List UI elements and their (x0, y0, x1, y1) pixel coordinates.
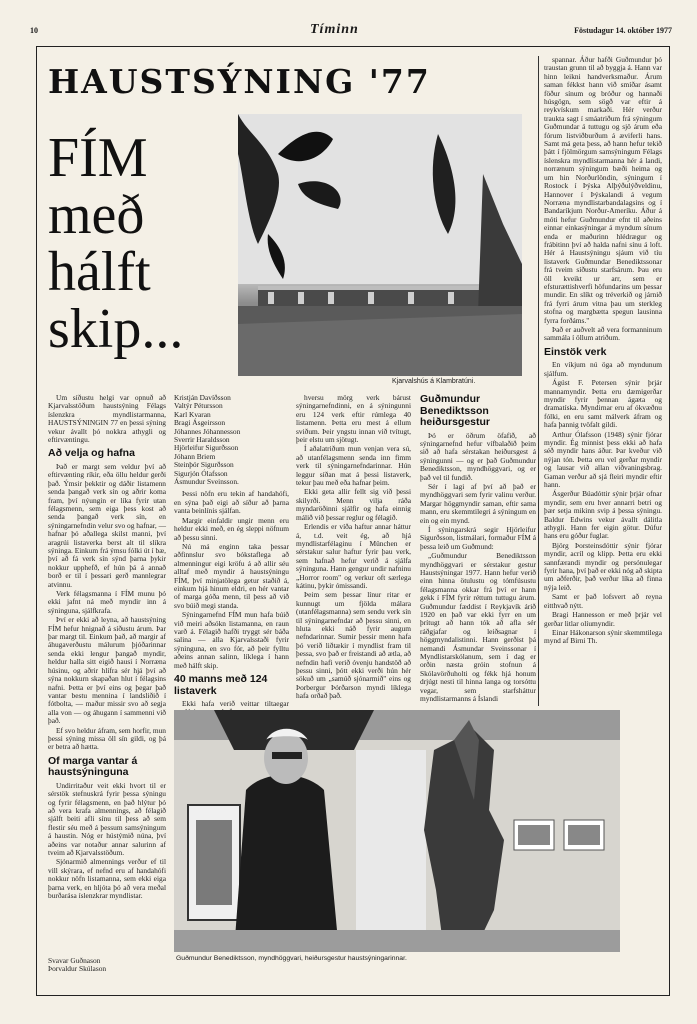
artist-name: Valtýr Pétursson (174, 401, 223, 411)
paragraph: Einar Hákonarson sýnir skemmtilega mynd af Birni Th. (544, 627, 662, 646)
names-list (174, 394, 289, 486)
paragraph: Í aðalatriðum mun venjan vera sú, að utanfélagsmenn senda inn fimm verk til sýningarnefndarinnar. Hún leggur síðan mat á þessi listaverk, tekur þau með eða hafnar þeim. (296, 444, 411, 488)
paragraph: Það er auðvelt að vera formanninum sammála í öllum atriðum. (544, 325, 662, 343)
paragraph: Þeim sem þessar línur ritar er kunnugt um fjölda málara (utanfélagsmanna) sem sendu verk sín til sýningarnefndar að þessu sinni, en hluta ekki náð fyrir augum nefndarinnar. Sumir þessir menn hafa þó verið liðtækir í myndlist fram til þessa, svo það er freistandi að ætla, að nefndin hafi verið óvenju handstöð að þessu sinni, þótt ekki verði hún hér sökuð um „samúð sjónarmið" eins og Þorbergur Þórðarson myndi líklega hafa orðað það. (296, 590, 411, 701)
sculptor-photo (174, 710, 620, 952)
paragraph: spannar. Áður hafði Guðmundur þó traustan grunn til að byggja á. Hann var hinn leikni handverksmaður. Árum saman fékkst hann við smíðar ásamt föður sínum og bróður og hannaði húsgögn, sem sögð var eftir á reykvískum markaði. Hér verður traukta sagt í smáatriðum frá sýningum Guðmundar á tuttugu og sjö árum eða fórum listviðburðum á æviferli hans. Samt má geta þess, að hann hefur tekið þátt í fjölmörgum samsýningum Félags íslenskra myndlistarmanna hér á landi, norrænum sýningum bæði heima og um hin Norðurlöndin, sýningum í Rostock í Þýska Alþýðulýðveldinu, Hannover í Þýskalandi á vegum Norræna myndlistarbandalagsins og í Bandaríkjum Norður-Ameríku. Áður á móti hefur Guðmundur efnt til aðeins einnar einkasýningar á myndum sínum enda er maðurinn hlédrægur og frábitinn því að halda nafni sínu á loft. Hér á Haustsýningu sjáum við tíu listaverk Guðmundar Benediktssonar frá tveim síðustu starfsárum. Þau eru öll kveikt ur arr, sem er efsturættishverfi höfundarins um þessar mundir. En slíkt og tréverkið og járnið frá fyrri árum vitna þau um sterkleg stofna og margbætta spegun lausinna fyrra forðáms." (544, 55, 662, 325)
photo-caption: Guðmundur Benediktsson, myndhöggvari, heiðursgestur haustsýningarinnar. (176, 955, 407, 962)
paragraph: Verk félagsmanna í FÍM munu þó ekki jafnt ná með myndir inn á sýninguna, sjálfkrafa. (48, 589, 166, 615)
paragraph: Ásgerður Búadóttir sýnir þrjár ofnar myndir, sem eru hver annarri betri og þær setja mikinn svip á þessa sýningu. Baldur Edwins vekur ávallt dálitla athygli. Hann fer eigin götur. Dúfur hans eru góður fuglar. (544, 489, 662, 541)
paragraph: Margir einfaldir ungir menn eru heldur ekki með, en ég sleppi nöfnum að þessu sinni. (174, 515, 289, 542)
section-heading: Að velja og hafna (48, 447, 135, 460)
paragraph: Ekki geta allir fellt sig við þessi skilyrði. Menn vilja ráða myndaröðinni sjálfir og hafa einnig málið við þessar reglur og félagið. (296, 487, 411, 522)
section-heading: Guðmundur Benediktsson heiðursgestur (420, 393, 491, 428)
section-heading: 40 manns með 124 listaverk (174, 673, 268, 697)
paragraph: Nú má enginn taka þessar aðfinnslur svo bókstaflega að almenningur eigi kröfu á að allir séu alltaf með myndir á haustsýningu FÍM, því minjatölega getur staðið á, einkum hjá hinum eldri, en hér vantar of marga góða menn, til þess að við svo búið megi standa. (174, 541, 289, 610)
paragraph: Undirritaður veit ekki hvort til er sérstök stefnuskrá fyrir þessa sýningu og fyrir félagsmenn, en það hlýtur þó að vera krafa almennings, að félagið sjálft beiti afli sínu til þess að sem flestir séu með á þessum samsýningum á haustin. Nóg er hústýmið núna, því aðeins var notaður annar salurinn af tveim að Kjarvalsstöðum. (48, 780, 166, 857)
column-3 (296, 394, 411, 702)
column-2 (174, 394, 289, 718)
paragraph: Arthur Ólafsson (1948) sýnir fjórar myndir. Ég minnist þess ekki að hafa séð myndir hans áður. Þar kveður við nýjan tón. Þetta eru vel gerðar myndir og lausar við allan viðvaningsbrag. Gaman verður að sjá fleiri myndir eftir hann. (544, 429, 662, 489)
artist-name: Steinþór Sigurðsson (174, 460, 234, 470)
paragraph: Ágúst F. Petersen sýnir þrjár mannamyndir. Þetta eru dæmigerðar myndir fyrir þennan ágæta og dramatíska. Myndirnar eru af ókvæðnu fólki, en eru samt málverk áfram og hafa þannig tvöfalt gildi. (544, 378, 662, 430)
issue-date: Föstudagur 14. október 1977 (574, 26, 672, 35)
artist-name: Ásmundur Sveinsson. (174, 477, 239, 487)
lead-paragraph: Um síðustu helgi var opnuð að Kjarvalsstöðum haustsýning Félags íslenzkra myndlistarmanna, HAUSTSÝNINGIN 77 en þessi sýning vekur ávallt þó nokkra athygli og eftirvæntingu. (48, 393, 166, 445)
paragraph: Samt er það lofsvert að reyna eitthvað nýtt. (544, 592, 662, 610)
page-number: 10 (30, 26, 38, 35)
paragraph: Sjónarmið almennings verður ef til vill skýrara, ef nefnd eru af handahófi nokkur nöfn listamanna, sem ekki eiga þarna verk, en hljóta þó að vera meðal burðarása íslenzkrar myndlistar. (48, 857, 166, 901)
subhead-line: skip... (48, 298, 184, 360)
paragraph: Sér í lagi af því að það er myndhöggvari sem fyrir valinu verður. Margar höggmyndir saman, eftir sama mann, eru skemmtilegri á sýningum en ein og ein mynd. (420, 481, 536, 525)
paragraph: Björg Þorsteinsdóttir sýnir fjórar myndir, acríl og klipp. Þetta eru ekki sannfærandi myndir og persónulegar fyrir hana, því það er ekki nóg að skipta um aðferðir, það verður líka að finna nýja leið. (544, 540, 663, 592)
paragraph: Bragi Hannesson er með þrjár vel gerðar litlar olíumyndir. (544, 610, 662, 628)
author-name: Þorvaldur Skúlason (48, 964, 107, 974)
column-5 (544, 56, 662, 647)
paragraph: Þó er öðrum öfafið, að sýningarnefnd hefur vífbalaðið þeim sið að hafa sérstakan heiðursgest á sýningunni — og er það Guðmundur Benediktsson, myndhöggvari, og er það vel til fundið. (420, 430, 536, 482)
photo-caption: Kjarvalshús á Klambratúni. (392, 378, 476, 385)
subhead-line: FÍM (48, 127, 148, 189)
paragraph: En víkjum nú öga að myndunum sjálfum. (544, 360, 662, 378)
section-heading: Einstök verk (544, 345, 607, 358)
subhead-line: hálft (48, 241, 151, 303)
paragraph: „Guðmundur Benediktsson myndhöggvari er sérstakur gestur Haustsýningar 1977. Hann hefur verið einn hinna ötulustu og tómfúsustu félagsmanna okkar frá því er hann gekk í FÍM fyrir réttum tuttugu árum. Guðmundur fæddist í Reykjavík árið 1920 en það var ekki fyrr en um þrítugt að hann tók að afla sér ráðgjafar og leiðsagnar í höggmyndalistinni. Hann gerðist þá nemandi Ásmundar Sveinssonar í Myndlistarskólanum, sem í dag er orðin næsta gróin stofnun á Skólavörðuholti og fékk hjá honum drjúgt nesti til hinna langa og torsóttu vegar, sem starfsháttur myndlistarmanns á Íslandi (420, 551, 536, 704)
paragraph: hversu mörg verk bárust sýningarnefndinni, en á sýningunni eru 124 verk eftir rúmlega 40 listamenn. Þetta eru mest á ellum sviðum. Þeir yngstu innan við tvítugt, þeir elstu um sjötugt. (296, 393, 411, 445)
paragraph: Ef svo heldur áfram, sem horfir, mun þessi sýning missa öll sín gildi, og þá er betra að hætta. (48, 725, 166, 752)
paragraph: Ekki hafa verið veittar tiltaegar (182, 699, 289, 708)
column-rule (538, 56, 539, 706)
paragraph: Því er ekki að leyna, að haustsýning FÍM hefur hnignað á síðustu árum. Þar þar margt til. Einkum það, að margir af áhugaverðustu málurum þjóðarinnar senda ekki lengur þangað myndir, heldur halla sitt eigið hausi í Norræna húsinu, og aðrir hlífra sér hjá því að sýna nokkurn skapaðan hlut í félagsins nafni. Þetta er því eins og þegar það vantar bestu mennina í landsliðið í fótbolta, — maður missir svo að segja alla von — og áhugann í sammenni við það. (48, 615, 166, 726)
artist-name: Sigurjón Ólafsson (174, 468, 228, 478)
author-name: Svavar Guðnason (48, 956, 101, 965)
artist-name: Jóhann Briem (174, 451, 216, 461)
newspaper-name: Tíminn (310, 22, 359, 37)
artist-name: Sverrir Haraldsson (174, 435, 230, 445)
kjarvalshus-photo (238, 114, 522, 376)
byline (48, 952, 166, 974)
masthead (30, 22, 672, 40)
paragraph: Í sýningarskrá segir Hjörleifur Sigurðsson, listmálari, formaður FÍM á þessa leið um Guðmund: (420, 524, 536, 551)
subhead (48, 127, 233, 360)
headline: HAUSTSÝNING '77 (48, 62, 431, 101)
artist-name: Jóhannes Jóhannesson (174, 426, 241, 436)
artist-name: Kristján Davíðsson (174, 393, 231, 402)
paragraph: Þessi nöfn eru tekin af handahófi, en sýna það eigi að síður að þarna vanta beinlínis sjálfan. (174, 489, 289, 516)
artist-name: Bragi Ásgeirsson (174, 418, 226, 428)
artist-name: Hjörleifur Sigurðsson (174, 443, 239, 453)
paragraph: Erlendis er víða haftur annar háttur á, t.d. veit ég, að hjá myndlistarfélaginu í München er sérstakur salur haftur fyrir þau verk, sem hafnað hefur verið á sjálfa sýninguna. Hann gengur undir nafninu „Horror room" og verkur oft særlega kátinu, þykir ómissandi. (296, 522, 411, 590)
section-heading: Of marga vantar á haustsýninguna (48, 754, 138, 779)
column-4 (420, 394, 536, 705)
paragraph: Sýningarnefnd FÍM mun hafa búið við meiri aðsókn listamanna, en raun varð á. Félagið hafði tryggt sér báða salina — alla Kjarvalsstaði fyrir sýninguna, en svo fór, að þeir fylltu aðeins annan salinn, líklega í hann með hálft skip. (174, 610, 289, 670)
subhead-line: með (48, 184, 145, 246)
artist-name: Karl Kvaran (174, 409, 211, 419)
column-1 (48, 394, 166, 901)
paragraph: Það er margt sem veldur því að eftirvænting ríkir, eða öllu heldur gerði það. Ýmsir þekktir og dáðir listamenn senda þangað verk sín og aðrir koma fram, því nýungin er líka fyrir utan félagsmenn, sem eiga þess kost að senda þangað verk sín, en sýningarnefndin velur svo og hafnar, — hafnar þó aðallega skilst manni, því aragrúi listaverka berst alt til slíkra sýninga. Einkum frá ýmsu fólki út í bæ, því að fá verk sín sýnd þarna þykir nokkur upphefð, ef hún þá á annað borð er til í þessari gerð mannlegrar atvinnu. (48, 461, 166, 589)
